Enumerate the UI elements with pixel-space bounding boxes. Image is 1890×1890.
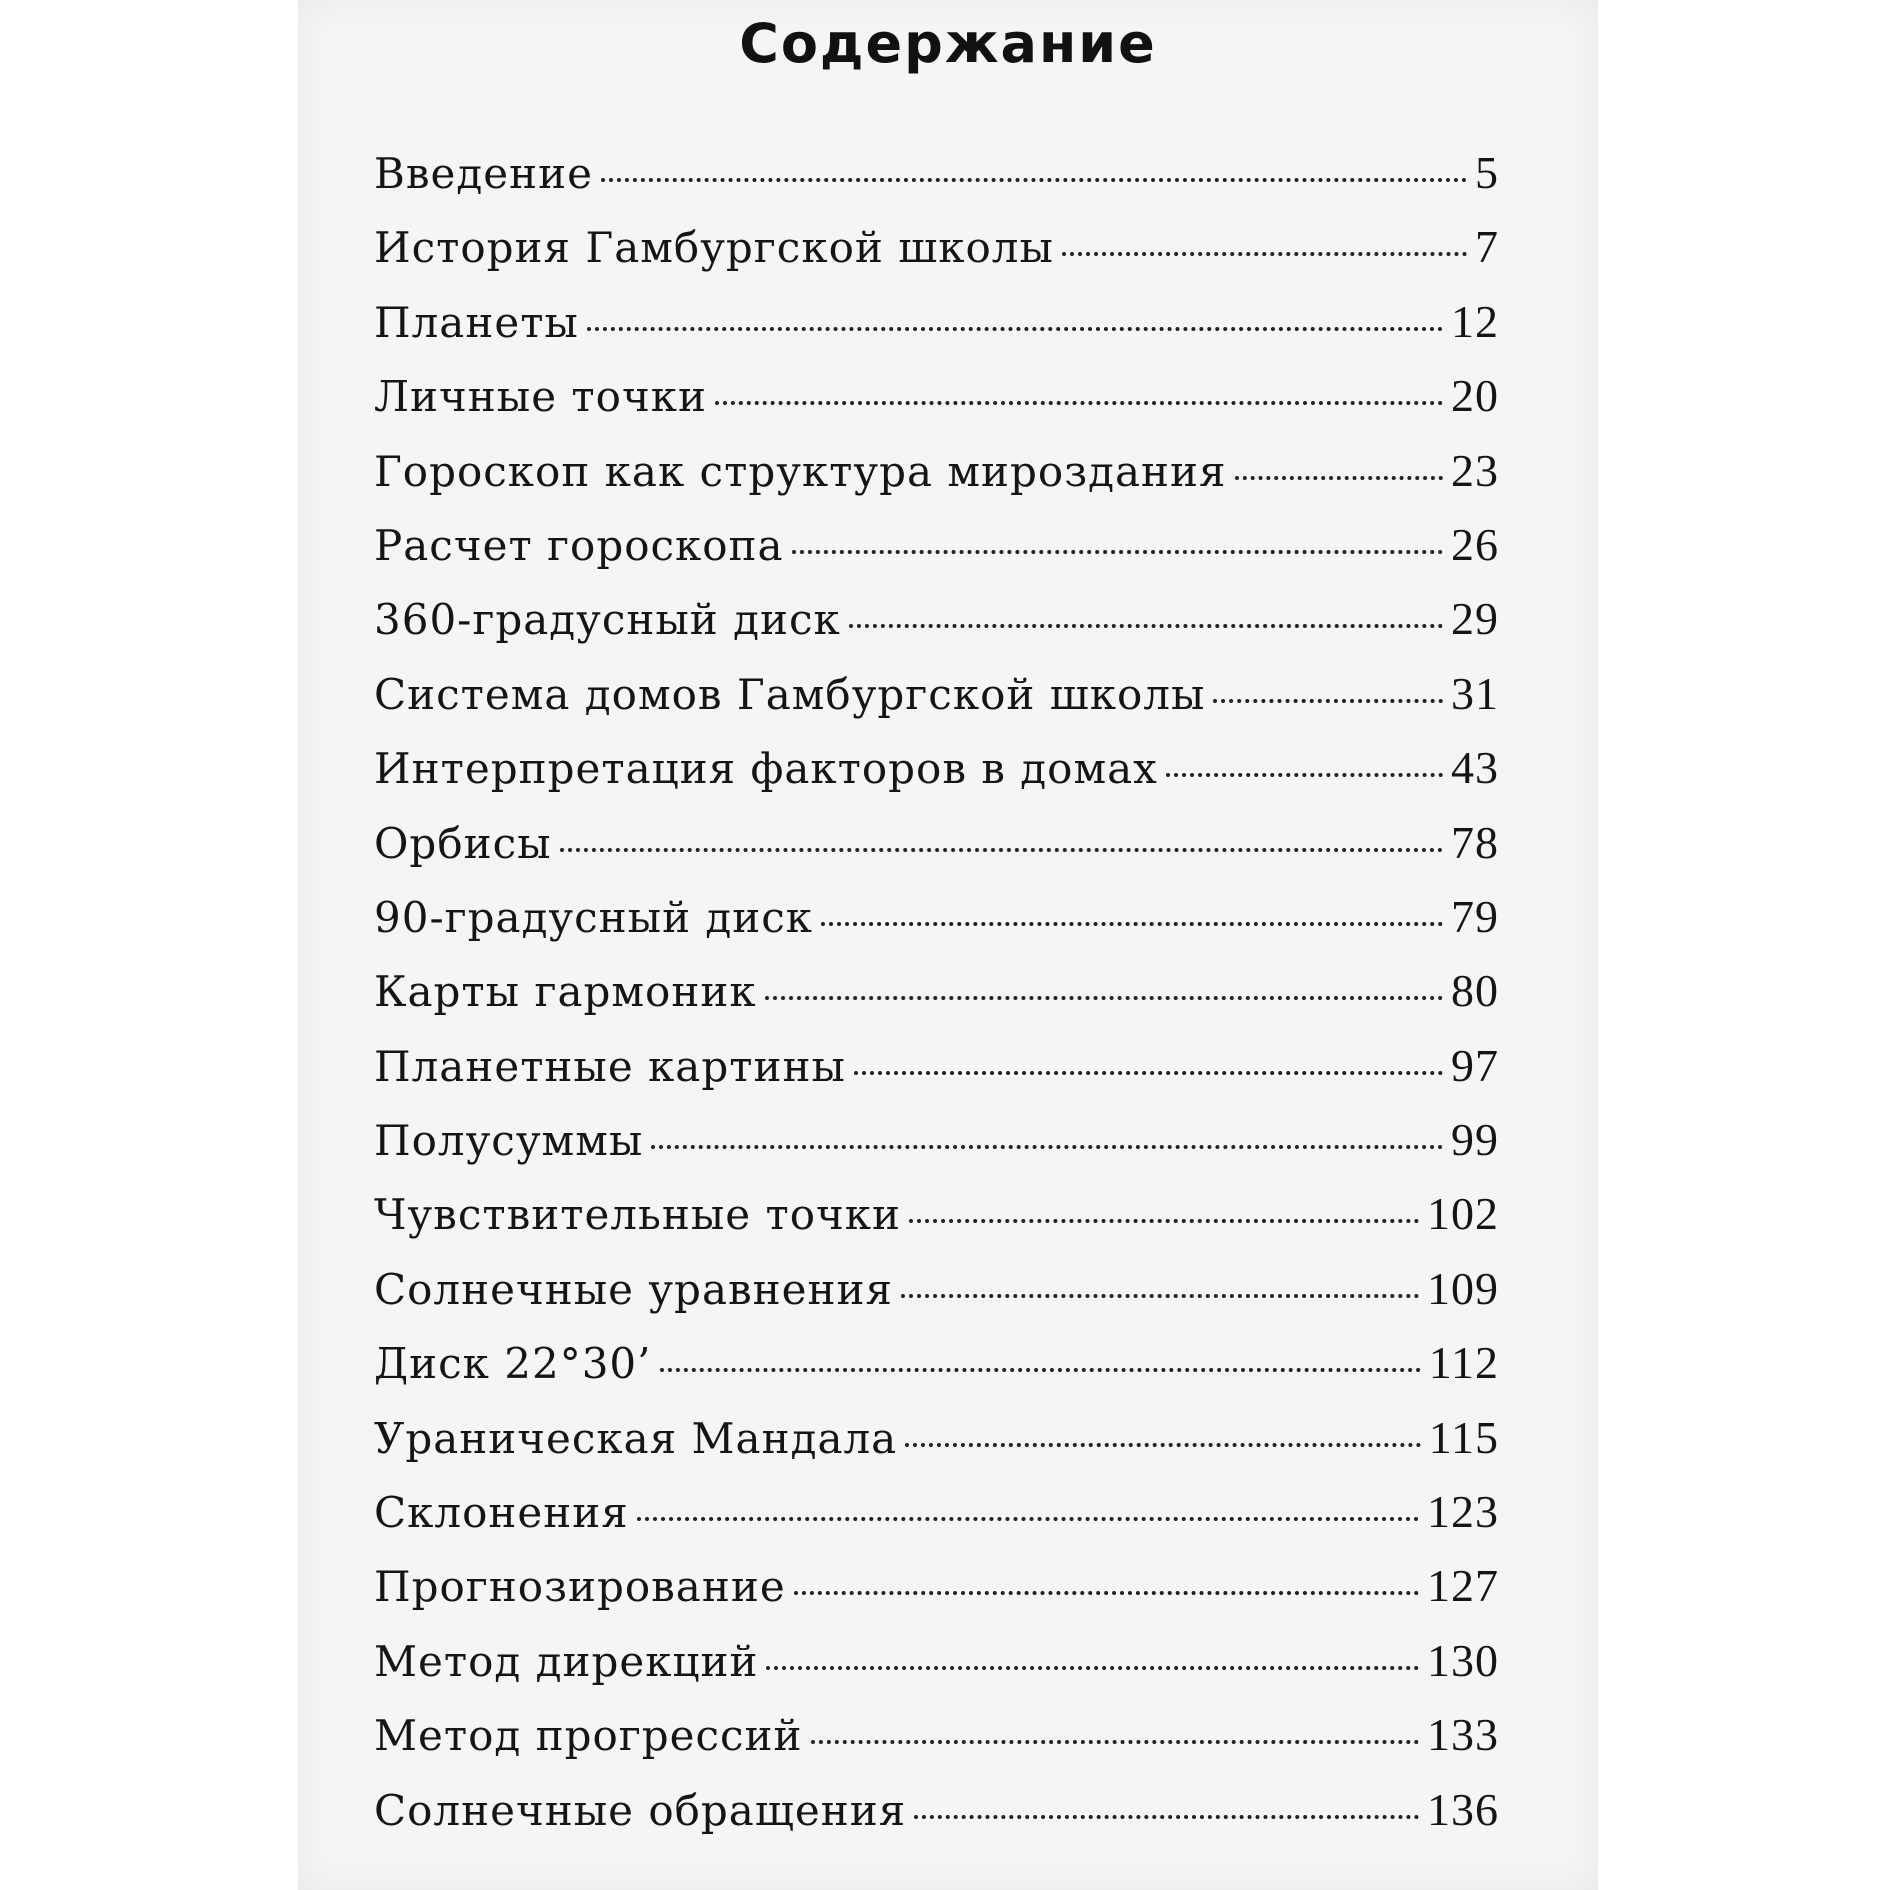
dot-leader (821, 922, 1443, 926)
dot-leader (587, 327, 1443, 331)
dot-leader (765, 996, 1443, 1000)
toc-entry-label: Солнечные обращения (374, 1785, 907, 1835)
toc-entry (374, 741, 1499, 815)
toc-entry-label: Прогнозирование (374, 1562, 786, 1612)
dot-leader (811, 1740, 1419, 1744)
dot-leader (901, 1294, 1419, 1298)
dot-leader (905, 1443, 1420, 1447)
toc-entry-label: 360-градусный диск (374, 595, 841, 645)
dot-leader (914, 1815, 1419, 1819)
toc-entry (374, 1336, 1499, 1410)
toc-entry (374, 1634, 1499, 1708)
toc-entry-page: 123 (1427, 1486, 1499, 1538)
dot-leader (909, 1219, 1419, 1223)
dot-leader (660, 1368, 1421, 1372)
toc-entry-page: 127 (1427, 1560, 1499, 1612)
toc-entry-label: Планетные картины (374, 1041, 846, 1091)
toc-entry-page: 12 (1451, 295, 1499, 347)
toc-entry-page: 130 (1427, 1634, 1499, 1686)
toc-entry-page: 20 (1451, 370, 1499, 422)
toc-entry (374, 220, 1499, 294)
dot-leader (1213, 699, 1443, 703)
toc-entry-label: Расчет гороскопа (374, 520, 784, 570)
toc-entry (374, 667, 1499, 741)
toc-entry (374, 592, 1499, 666)
toc-entry (374, 1411, 1499, 1485)
dot-leader (792, 550, 1443, 554)
toc-entry-page: 109 (1427, 1262, 1499, 1314)
toc-entry-label: Введение (374, 149, 593, 198)
table-of-contents (374, 146, 1499, 1857)
toc-entry-label: Планеты (374, 297, 579, 347)
toc-entry-page: 80 (1451, 965, 1499, 1017)
page-title: Содержание (739, 12, 1157, 75)
toc-entry-label: 90-градусный диск (374, 892, 814, 942)
toc-entry-page: 112 (1428, 1337, 1499, 1389)
toc-entry-label: Диск 22°30’ (374, 1339, 652, 1389)
toc-entry-label: Метод дирекций (374, 1636, 759, 1686)
toc-entry-page: 31 (1451, 667, 1499, 719)
toc-entry-label: Чувствительные точки (374, 1190, 902, 1240)
dot-leader (601, 178, 1467, 182)
dot-leader (715, 401, 1443, 405)
toc-entry (374, 518, 1499, 592)
toc-entry (374, 295, 1499, 369)
toc-entry (374, 369, 1499, 443)
toc-entry (374, 1485, 1499, 1559)
toc-entry-page: 7 (1475, 221, 1499, 273)
toc-entry (374, 1039, 1499, 1113)
toc-entry (374, 1783, 1499, 1857)
toc-entry (374, 1708, 1499, 1782)
toc-entry (374, 964, 1499, 1038)
toc-entry (374, 1559, 1499, 1633)
dot-leader (854, 1071, 1443, 1075)
toc-entry-label: Орбисы (374, 818, 552, 868)
toc-entry-page: 97 (1451, 1039, 1499, 1091)
toc-entry-label: Полусуммы (374, 1116, 644, 1166)
toc-entry-page: 23 (1451, 444, 1499, 496)
dot-leader (1062, 252, 1467, 256)
book-page (298, 0, 1598, 1890)
toc-entry-label: Карты гармоник (374, 967, 757, 1017)
toc-entry (374, 1187, 1499, 1261)
dot-leader (651, 1145, 1443, 1149)
toc-entry-page: 136 (1427, 1783, 1499, 1835)
toc-entry-label: Система домов Гамбургской школы (374, 669, 1206, 719)
toc-entry (374, 1262, 1499, 1336)
toc-entry (374, 1113, 1499, 1187)
dot-leader (1166, 773, 1443, 777)
toc-entry-page: 26 (1451, 518, 1499, 570)
toc-entry-page: 99 (1451, 1114, 1499, 1166)
toc-entry (374, 146, 1499, 220)
toc-entry-page: 29 (1451, 593, 1499, 645)
toc-entry (374, 890, 1499, 964)
toc-entry-label: Ураническая Мандала (374, 1413, 898, 1463)
dot-leader (766, 1666, 1419, 1670)
toc-entry-label: Метод прогрессий (374, 1711, 803, 1761)
toc-entry-page: 43 (1451, 742, 1499, 794)
toc-entry-page: 115 (1428, 1411, 1499, 1463)
dot-leader (794, 1591, 1419, 1595)
toc-entry-label: Гороскоп как структура мироздания (374, 446, 1227, 496)
toc-entry-page: 102 (1427, 1188, 1499, 1240)
toc-entry-label: История Гамбургской школы (374, 223, 1054, 273)
toc-entry (374, 816, 1499, 890)
dot-leader (560, 848, 1443, 852)
toc-entry-label: Интерпретация факторов в домах (374, 744, 1158, 794)
dot-leader (637, 1517, 1419, 1521)
toc-entry (374, 444, 1499, 518)
toc-entry-page: 79 (1451, 890, 1499, 942)
toc-entry-page: 5 (1475, 147, 1499, 198)
toc-entry-label: Личные точки (374, 372, 707, 422)
toc-entry-label: Склонения (374, 1488, 629, 1538)
toc-entry-page: 133 (1427, 1709, 1499, 1761)
toc-entry-label: Солнечные уравнения (374, 1264, 893, 1314)
dot-leader (849, 624, 1443, 628)
dot-leader (1235, 476, 1443, 480)
toc-entry-page: 78 (1451, 816, 1499, 868)
